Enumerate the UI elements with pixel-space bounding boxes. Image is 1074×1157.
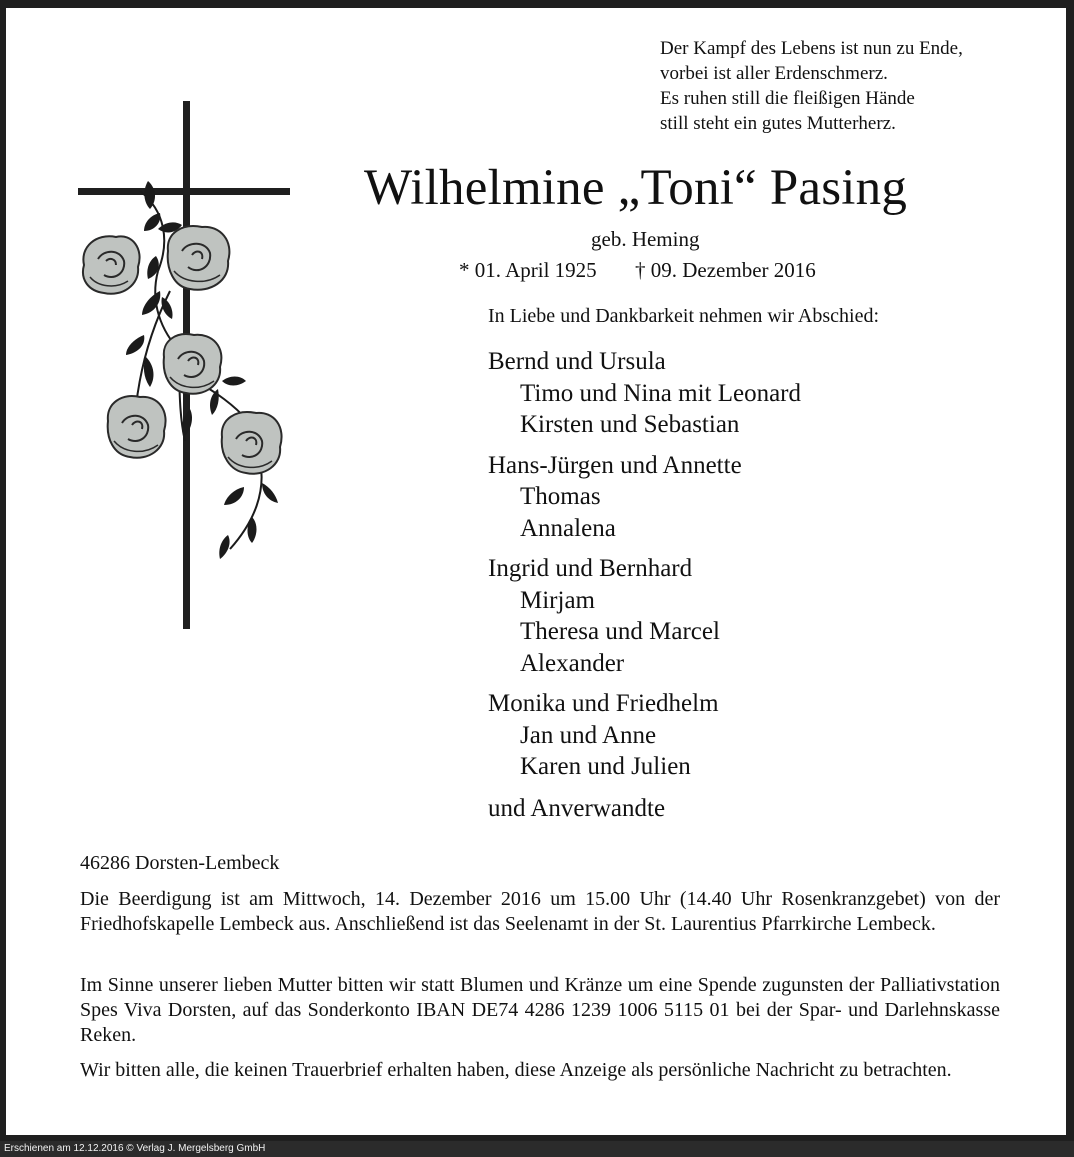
poem-line: vorbei ist aller Erdenschmerz. <box>660 63 888 84</box>
notice-paragraph: Wir bitten alle, die keinen Trauerbrief erhalten haben, diese Anzeige als persönliche Nachricht zu betrachten. <box>80 1059 952 1081</box>
birth-name: geb. Heming <box>591 227 700 251</box>
farewell-intro: In Liebe und Dankbarkeit nehmen wir Abschied: <box>488 305 879 327</box>
family-parents: Bernd und Ursula <box>488 348 666 375</box>
location: 46286 Dorsten-Lembeck <box>80 852 280 874</box>
family-child: Karen und Julien <box>520 753 691 780</box>
poem-line: still steht ein gutes Mutterherz. <box>660 113 896 134</box>
family-child: Jan und Anne <box>520 721 657 749</box>
family-group <box>488 553 801 679</box>
family-list <box>488 346 801 792</box>
birth-date: * 01. April 1925 <box>459 258 597 282</box>
poem-line: Es ruhen still die fleißigen Hände <box>660 88 915 109</box>
family-group <box>488 688 801 783</box>
death-date: † 09. Dezember 2016 <box>635 258 816 282</box>
family-child: Timo und Nina mit Leonard <box>520 379 802 407</box>
family-child: Thomas <box>520 483 601 510</box>
family-group <box>488 450 801 545</box>
closing-line: und Anverwandte <box>488 795 666 822</box>
family-child: Mirjam <box>520 586 595 614</box>
cross-with-roses-icon <box>70 91 290 631</box>
deceased-name: Wilhelmine „Toni“ Pasing <box>364 160 908 216</box>
family-child: Theresa und Marcel <box>520 618 720 645</box>
family-group <box>488 346 801 441</box>
family-child: Annalena <box>520 514 616 542</box>
family-parents: Monika und Friedhelm <box>488 690 719 717</box>
poem <box>660 36 1050 136</box>
family-parents: Hans-Jürgen und Annette <box>488 451 742 479</box>
family-parents: Ingrid und Bernhard <box>488 555 693 582</box>
family-child: Alexander <box>520 649 625 677</box>
funeral-paragraph: Die Beerdigung ist am Mittwoch, 14. Dezember 2016 um 15.00 Uhr (14.40 Uhr Rosenkranzgebet) von der Friedhofskapelle Lembeck aus. Anschließend ist das Seelenamt in der St. Laurentius Pfarrkirche Lembeck. <box>80 888 1000 935</box>
donation-paragraph: Im Sinne unserer lieben Mutter bitten wir statt Blumen und Kränze um eine Spende zugunsten der Palliativstation Spes Viva Dorsten, auf das Sonderkonto IBAN DE74 4286 1239 1006 5115 01 bei der Spar- und Darlehnskasse Reken. <box>80 974 1000 1046</box>
publication-footer: Erschienen am 12.12.2016 © Verlag J. Mergelsberg GmbH <box>0 1141 1074 1157</box>
poem-line: Der Kampf des Lebens ist nun zu Ende, <box>660 38 963 59</box>
family-child: Kirsten und Sebastian <box>520 411 740 438</box>
